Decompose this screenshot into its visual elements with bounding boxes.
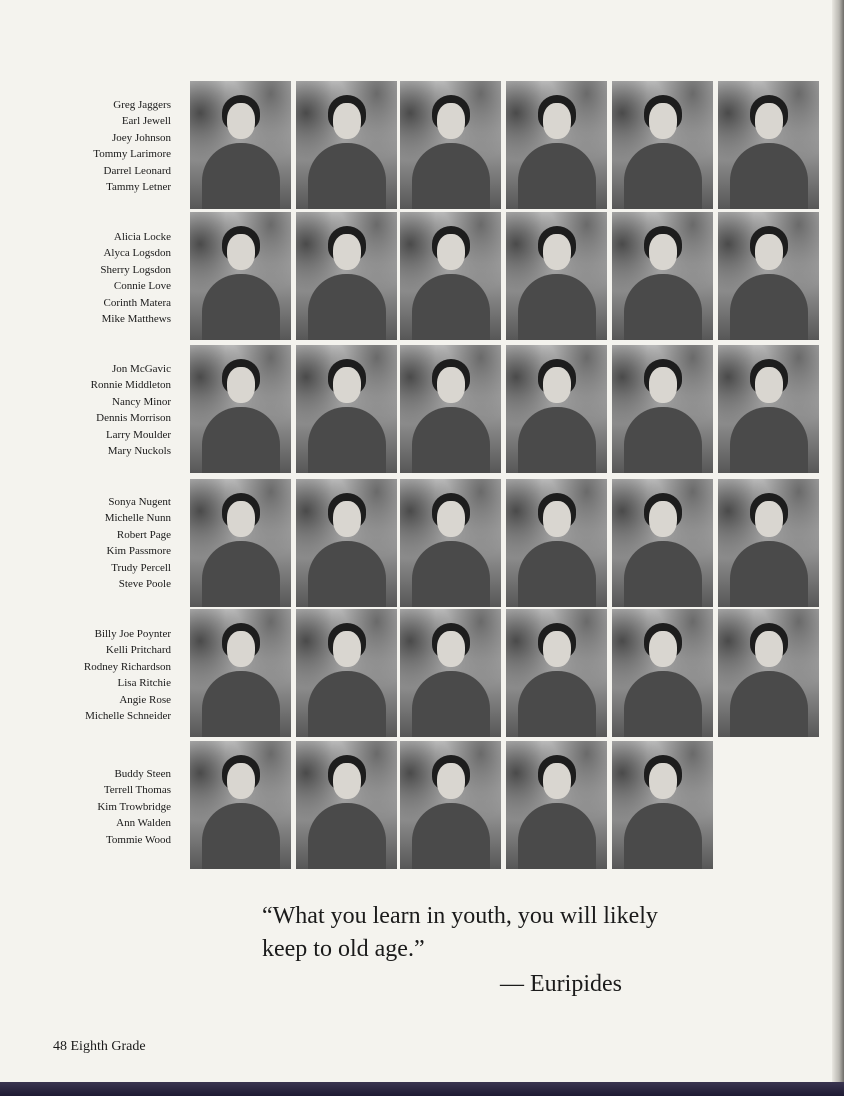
student-name: Darrel Leonard bbox=[103, 164, 171, 177]
name-list-row-3 bbox=[30, 361, 171, 459]
student-portrait bbox=[718, 609, 819, 737]
student-name: Sonya Nugent bbox=[108, 496, 171, 508]
student-portrait bbox=[718, 479, 819, 607]
student-portrait bbox=[400, 479, 501, 607]
student-name: Kelli Pritchard bbox=[105, 644, 171, 657]
student-portrait bbox=[190, 741, 291, 869]
student-name: Tommie Wood bbox=[105, 833, 171, 846]
student-name: Sherry Logsdon bbox=[100, 263, 171, 276]
student-portrait bbox=[296, 345, 397, 473]
name-list-row-4 bbox=[30, 494, 171, 592]
student-name: Billy Joe Poynter bbox=[94, 628, 171, 640]
student-name: Rodney Richardson bbox=[83, 660, 171, 673]
student-portrait bbox=[400, 609, 501, 737]
student-portrait bbox=[190, 212, 291, 340]
student-name: Kim Trowbridge bbox=[97, 800, 171, 813]
student-name: Ronnie Middleton bbox=[90, 379, 171, 392]
student-name: Joey Johnson bbox=[112, 131, 171, 144]
student-portrait bbox=[612, 741, 713, 869]
student-portrait bbox=[296, 479, 397, 607]
scan-bottom-band bbox=[0, 1082, 844, 1096]
student-portrait bbox=[612, 345, 713, 473]
student-portrait bbox=[296, 81, 397, 209]
name-list-row-5 bbox=[30, 626, 171, 724]
student-name: Tommy Larimore bbox=[93, 148, 171, 161]
student-name: Tammy Letner bbox=[106, 181, 171, 194]
student-portrait bbox=[612, 81, 713, 209]
student-name: Lisa Ritchie bbox=[117, 677, 171, 690]
student-portrait bbox=[506, 741, 607, 869]
student-name: Kim Passmore bbox=[106, 545, 171, 558]
student-portrait bbox=[506, 81, 607, 209]
student-portrait bbox=[190, 609, 291, 737]
student-name: Mary Nuckols bbox=[107, 445, 171, 458]
student-portrait bbox=[296, 741, 397, 869]
quote-text: “What you learn in youth, you will likely keep to old age.” bbox=[262, 903, 658, 962]
student-name: Alicia Locke bbox=[113, 231, 171, 243]
student-name: Mike Matthews bbox=[101, 313, 171, 326]
student-portrait bbox=[506, 479, 607, 607]
student-portrait bbox=[190, 345, 291, 473]
name-list-row-1 bbox=[30, 97, 171, 195]
student-name: Ann Walden bbox=[116, 817, 171, 830]
page-folio: 48 Eighth Grade bbox=[53, 1039, 146, 1054]
student-name: Trudy Percell bbox=[111, 561, 171, 574]
student-portrait bbox=[400, 345, 501, 473]
student-portrait bbox=[506, 609, 607, 737]
student-portrait bbox=[718, 81, 819, 209]
student-portrait bbox=[190, 479, 291, 607]
student-name: Angie Rose bbox=[119, 693, 171, 706]
student-portrait bbox=[718, 212, 819, 340]
student-portrait bbox=[400, 741, 501, 869]
student-name: Connie Love bbox=[113, 280, 171, 293]
page-edge bbox=[832, 0, 844, 1082]
student-portrait bbox=[718, 345, 819, 473]
student-portrait bbox=[296, 609, 397, 737]
student-name: Michelle Nunn bbox=[104, 512, 171, 525]
student-portrait bbox=[612, 212, 713, 340]
student-portrait bbox=[612, 479, 713, 607]
student-name: Jon McGavic bbox=[112, 363, 171, 375]
student-portrait bbox=[400, 212, 501, 340]
student-name: Buddy Steen bbox=[114, 768, 171, 780]
student-name: Dennis Morrison bbox=[96, 412, 171, 425]
student-portrait bbox=[506, 212, 607, 340]
quote-attribution: — Euripides bbox=[500, 971, 622, 997]
student-portrait bbox=[400, 81, 501, 209]
student-name: Earl Jewell bbox=[121, 115, 171, 128]
student-name: Corinth Matera bbox=[103, 296, 171, 309]
student-name: Steve Poole bbox=[118, 578, 171, 591]
name-list-row-6 bbox=[30, 766, 171, 848]
student-portrait bbox=[296, 212, 397, 340]
student-portrait bbox=[190, 81, 291, 209]
student-portrait bbox=[506, 345, 607, 473]
student-name: Robert Page bbox=[116, 528, 171, 541]
student-portrait bbox=[612, 609, 713, 737]
student-name: Larry Moulder bbox=[105, 428, 171, 441]
name-list-row-2 bbox=[30, 229, 171, 327]
student-name: Terrell Thomas bbox=[103, 784, 171, 797]
student-name: Michelle Schneider bbox=[85, 710, 171, 723]
student-name: Greg Jaggers bbox=[113, 99, 171, 111]
student-name: Alyca Logsdon bbox=[103, 247, 171, 260]
student-name: Nancy Minor bbox=[112, 395, 171, 408]
